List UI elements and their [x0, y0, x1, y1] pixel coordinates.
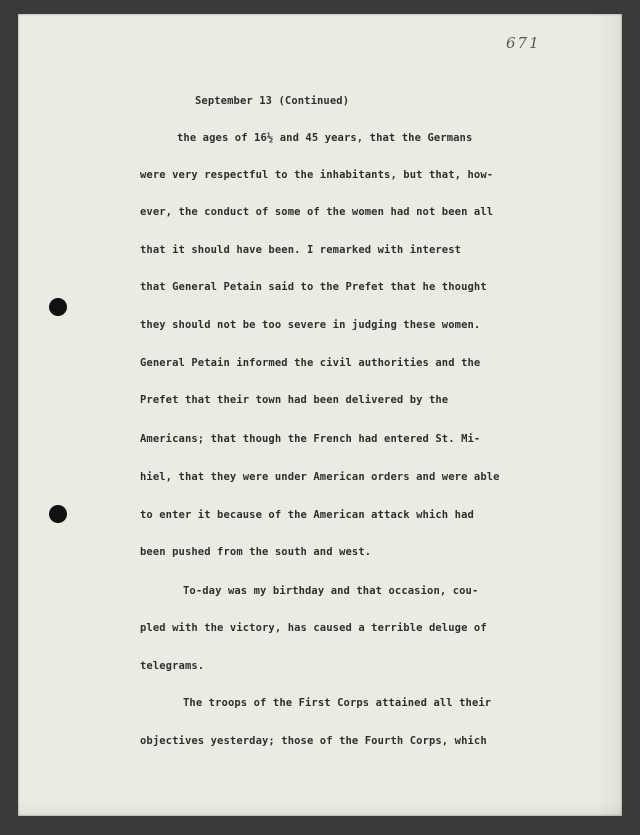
paper-edge-shadow: [596, 14, 622, 816]
text-line: telegrams.: [140, 660, 205, 672]
text-line: To-day was my birthday and that occasion, cou-: [183, 585, 479, 597]
text-line: to enter it because of the American attack which had: [140, 509, 474, 521]
text-line: were very respectful to the inhabitants, but that, how-: [140, 169, 494, 181]
text-line: Prefet that their town had been delivered by the: [140, 394, 449, 406]
handwritten-page-number: 671: [506, 34, 541, 52]
punch-hole-bottom: [49, 505, 67, 523]
paper-bottom-shadow: [18, 802, 622, 816]
punch-hole-top: [49, 298, 67, 316]
text-line: the ages of 16½ and 45 years, that the Germans: [177, 132, 473, 144]
text-line: hiel, that they were under American orders and were able: [140, 471, 500, 483]
text-line: they should not be too severe in judging these women.: [140, 319, 481, 331]
text-line: objectives yesterday; those of the Fourth Corps, which: [140, 735, 487, 747]
page-heading: September 13 (Continued): [195, 95, 350, 107]
typed-page: [18, 14, 622, 816]
text-line: that General Petain said to the Prefet that he thought: [140, 281, 487, 293]
text-line: pled with the victory, has caused a terrible deluge of: [140, 622, 487, 634]
text-line: been pushed from the south and west.: [140, 546, 372, 558]
text-line: Americans; that though the French had entered St. Mi-: [140, 433, 481, 445]
text-line: General Petain informed the civil authorities and the: [140, 357, 481, 369]
text-line: that it should have been. I remarked with interest: [140, 244, 462, 256]
text-line: ever, the conduct of some of the women had not been all: [140, 206, 494, 218]
text-line: The troops of the First Corps attained all their: [183, 697, 492, 709]
